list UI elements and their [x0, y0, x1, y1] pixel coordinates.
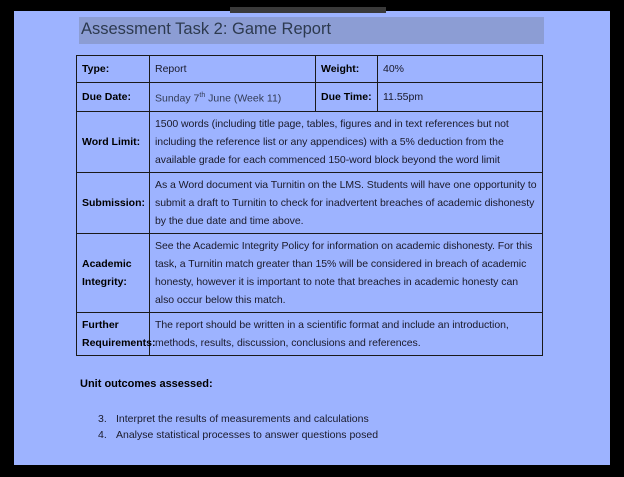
word-limit-label: Word Limit: [77, 112, 150, 173]
submission-label: Submission: [77, 173, 150, 234]
further-requirements-label-line1: Further [82, 319, 119, 331]
list-item [98, 411, 378, 427]
table-row [77, 173, 543, 234]
list-item [98, 427, 378, 443]
due-time-label: Due Time: [316, 83, 378, 112]
outcome-text: Analyse statistical processes to answer questions posed [116, 429, 379, 441]
table-row [77, 234, 543, 313]
due-date-value [150, 83, 316, 112]
unit-outcomes-list [98, 411, 378, 443]
unit-outcomes-heading: Unit outcomes assessed: [80, 378, 213, 390]
outcome-number: 3. [98, 413, 107, 425]
weight-label: Weight: [316, 56, 378, 83]
academic-integrity-label [77, 234, 150, 313]
type-value: Report [150, 56, 316, 83]
word-limit-value: 1500 words (including title page, tables, figures and in text references but not including the reference list or any appendices) with a 5% deduction from the available grade for each commenced 150-word block beyond the word limit [150, 112, 543, 173]
academic-integrity-label-line1: Academic [82, 258, 132, 270]
due-date-label: Due Date: [77, 83, 150, 112]
table-row [77, 83, 543, 112]
table-row [77, 56, 543, 83]
submission-value: As a Word document via Turnitin on the LMS. Students will have one opportunity to submit a draft to Turnitin to check for inadvertent breaches of academic dishonesty by the due date and time above. [150, 173, 543, 234]
due-date-day: Sunday 7 [155, 92, 200, 105]
outcome-text: Interpret the results of measurements and calculations [116, 413, 369, 425]
type-label: Type: [77, 56, 150, 83]
weight-value: 40% [378, 56, 543, 83]
further-requirements-label-line2: Requirements: [82, 337, 156, 349]
due-date-ordinal: th [199, 91, 206, 99]
outcome-number: 4. [98, 429, 107, 441]
table-row [77, 112, 543, 173]
assessment-details-table [76, 55, 543, 356]
due-date-rest: June (Week 11) [205, 92, 282, 105]
academic-integrity-value: See the Academic Integrity Policy for information on academic dishonesty. For this task, a Turnitin match greater than 15% will be considered in breach of academic honesty, however it is important to note that breaches in academic honesty can also occur below this match. [150, 234, 543, 313]
window-top-tab [230, 7, 386, 13]
page-title: Assessment Task 2: Game Report [81, 20, 332, 38]
title-banner [79, 17, 544, 44]
table-row [77, 313, 543, 356]
academic-integrity-label-line2: Integrity: [82, 276, 127, 288]
document-page [14, 11, 610, 465]
further-requirements-value: The report should be written in a scientific format and include an introduction, methods, results, discussion, conclusions and references. [150, 313, 543, 356]
due-time-value: 11.55pm [378, 83, 543, 112]
further-requirements-label [77, 313, 156, 356]
